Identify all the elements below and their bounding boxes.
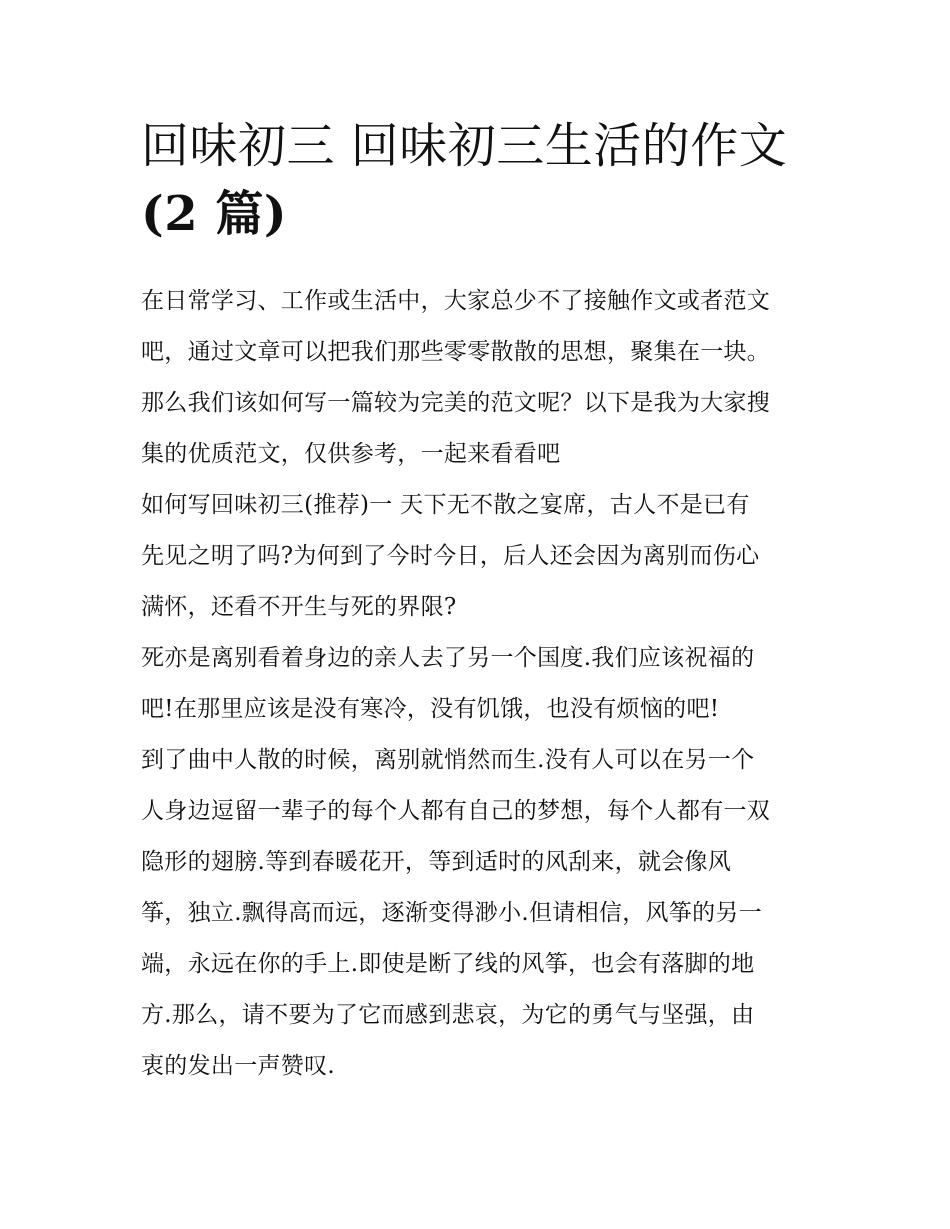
body-line: 人身边逗留一辈子的每个人都有自己的梦想，每个人都有一双 <box>141 798 771 824</box>
body-line: 集的优质范文，仅供参考，一起来看看吧 <box>141 441 561 467</box>
body-line: 方.那么，请不要为了它而感到悲哀，为它的勇气与坚强，由 <box>141 1002 755 1028</box>
body-line: 吧!在那里应该是没有寒冷，没有饥饿，也没有烦恼的吧! <box>141 696 720 722</box>
body-line: 先见之明了吗?为何到了今时今日，后人还会因为离别而伤心 <box>141 543 760 569</box>
body-line: 衷的发出一声赞叹. <box>141 1053 336 1079</box>
title-line: 回味初三 回味初三生活的作文 <box>141 118 788 174</box>
title-line: (2 篇) <box>141 186 288 242</box>
document-title <box>141 112 831 248</box>
document-body <box>141 276 831 1092</box>
body-line: 满怀，还看不开生与死的界限? <box>141 594 457 620</box>
body-line: 到了曲中人散的时候，离别就悄然而生.没有人可以在另一个 <box>141 747 755 773</box>
body-line: 那么我们该如何写一篇较为完美的范文呢？以下是我为大家搜 <box>141 390 771 416</box>
body-line: 如何写回味初三(推荐)一 天下无不散之宴席，古人不是已有 <box>141 492 750 518</box>
body-line: 隐形的翅膀.等到春暖花开，等到适时的风刮来，就会像风 <box>141 849 732 875</box>
body-line: 端，永远在你的手上.即使是断了线的风筝，也会有落脚的地 <box>141 951 755 977</box>
body-line: 筝，独立.飘得高而远，逐渐变得渺小.但请相信，风筝的另一 <box>141 900 763 926</box>
body-line: 吧，通过文章可以把我们那些零零散散的思想，聚集在一块。 <box>141 339 771 365</box>
body-line: 死亦是离别看着身边的亲人去了另一个国度.我们应该祝福的 <box>141 645 755 671</box>
body-line: 在日常学习、工作或生活中，大家总少不了接触作文或者范文 <box>141 288 771 314</box>
